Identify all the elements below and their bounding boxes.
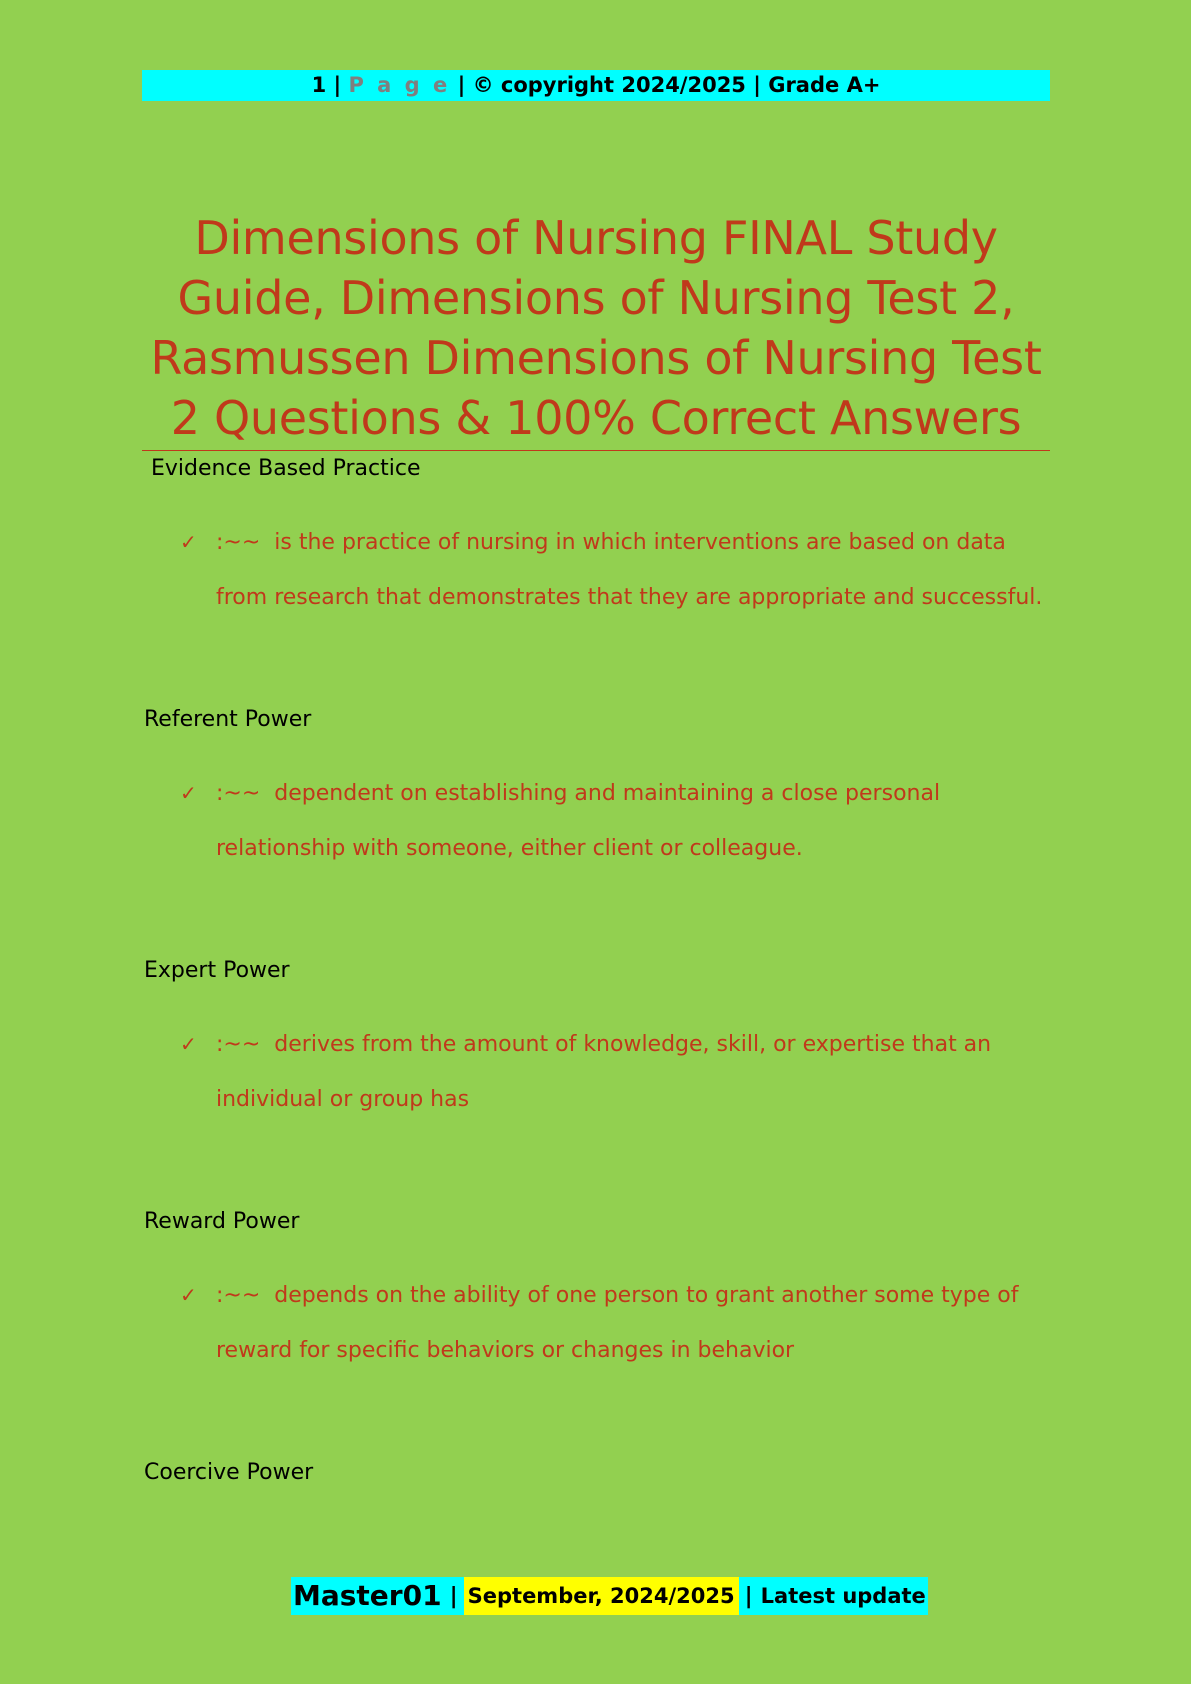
header-separator: | (753, 73, 761, 97)
title-underline (142, 450, 1050, 451)
document-title: Dimensions of Nursing FINAL Study Guide, Dimensions of Nursing Test 2, Rasmussen Dimensions of Nursing Test 2 Questions & 100% Correct Answers (150, 211, 1042, 445)
term-heading: Expert Power (144, 958, 290, 983)
term-heading: Reward Power (144, 1209, 300, 1234)
page-footer (291, 1577, 928, 1615)
definition-text: dependent on establishing and maintaining a close personal relationship with someone, either client or colleague. (216, 781, 941, 861)
definition-item (180, 1017, 1060, 1127)
footer-date: September, 2024/2025 (464, 1577, 739, 1615)
footer-update-group (739, 1577, 928, 1615)
definition-item (180, 515, 1060, 625)
definition-marker: :~~ (216, 1032, 261, 1057)
term-heading: Coercive Power (144, 1460, 314, 1485)
footer-separator: | (744, 1583, 753, 1609)
definition-item (180, 1268, 1060, 1378)
definition-marker: :~~ (216, 530, 261, 555)
definition-marker: :~~ (216, 1283, 261, 1308)
header-separator: | (457, 73, 466, 97)
copyright-text: © copyright 2024/2025 (472, 73, 746, 97)
checkmark-icon: ✓ (180, 530, 197, 554)
definition-text: depends on the ability of one person to grant another some type of reward for specific behaviors or changes in behavior (216, 1283, 1019, 1363)
term-heading: Evidence Based Practice (151, 456, 421, 481)
page-header (142, 70, 1050, 101)
footer-separator: | (449, 1583, 458, 1609)
grade-text: Grade A+ (768, 73, 881, 97)
definition-text: is the practice of nursing in which interventions are based on data from research that demonstrates that they are appropriate and successful. (216, 530, 1043, 610)
footer-update: Latest update (759, 1577, 928, 1615)
definition-item (180, 766, 1060, 876)
page-number: 1 (311, 73, 327, 97)
checkmark-icon: ✓ (180, 1283, 197, 1307)
definition-marker: :~~ (216, 781, 261, 806)
header-separator: | (333, 73, 342, 97)
term-heading: Referent Power (144, 707, 312, 732)
checkmark-icon: ✓ (180, 781, 197, 805)
footer-author-group (291, 1577, 464, 1615)
page-word: P a g e (348, 73, 451, 97)
checkmark-icon: ✓ (180, 1032, 197, 1056)
author-name: Master01 (291, 1577, 444, 1615)
definition-text: derives from the amount of knowledge, skill, or expertise that an individual or group has (216, 1032, 992, 1112)
